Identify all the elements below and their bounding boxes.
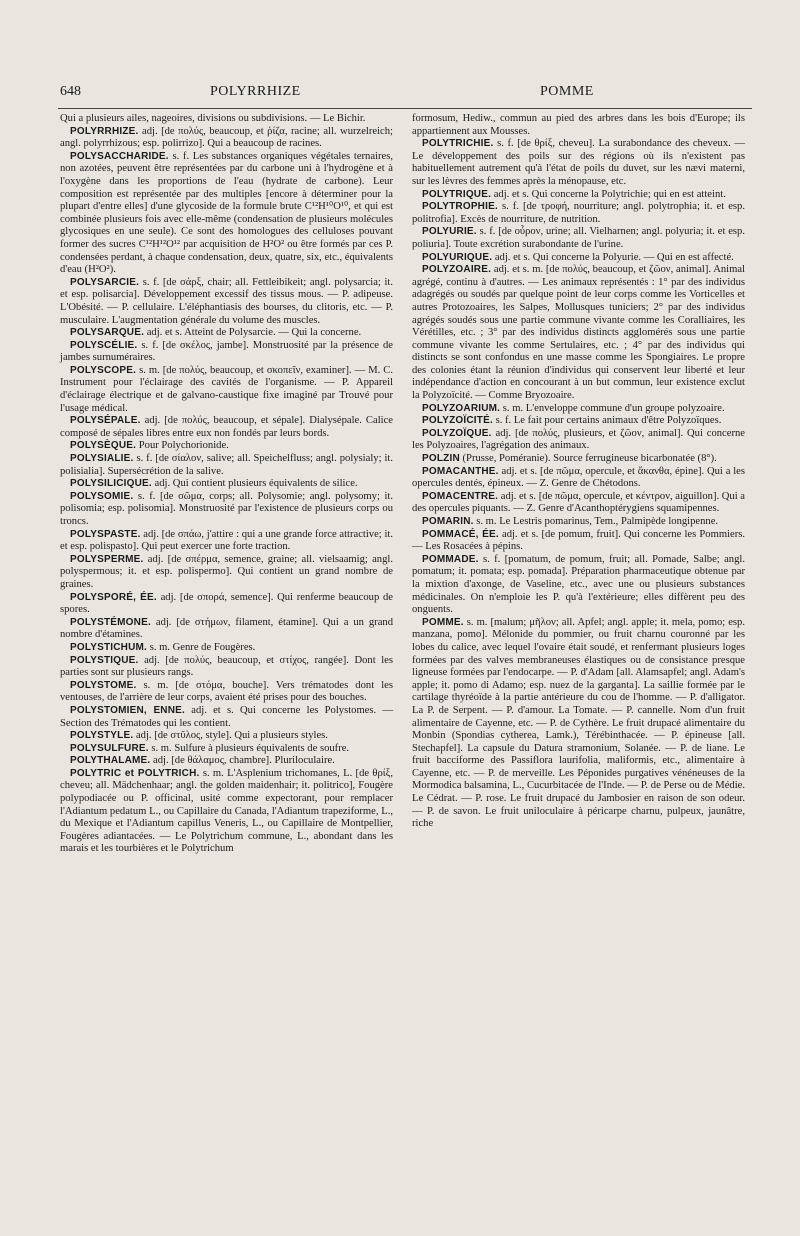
entry-definition: s. f. [pomatum, de pomum, fruit; all. Pomade, Salbe; angl. pomatum; it. pomata; esp. pomada]. Préparation pharmaceutique obtenue par la mixtion d'axonge, de Vaseline, etc., avec une ou plusieurs substances médicinales. On n'emploie les P. qu'à l'extérieure; elles diffèrent peu des onguents.: [412, 553, 745, 616]
entry-headword: POLYSARQUE.: [70, 327, 145, 339]
entry-headword: POLYTRIC et POLYTRICH.: [70, 767, 200, 779]
entry-headword: POLYSOMIE.: [70, 490, 134, 502]
dictionary-entry: [60, 768, 393, 856]
entry-definition: s. f. [de σῶμα, corps; all. Polysomie; angl. polysomy; it. polisomia; esp. polisomia]. Monstruosité par l'existence de plusieurs corps ou troncs.: [60, 490, 393, 527]
entry-headword: POLYTHALAME.: [70, 755, 151, 767]
entry-definition: s. f. [de οὖρον, urine; all. Vielharnen; angl. polyuria; it. et esp. poliuria]. Toute excrétion surabondante de l'urine.: [412, 226, 745, 250]
dictionary-entry: [412, 252, 745, 265]
entry-headword: POMARIN.: [422, 516, 474, 527]
entry-definition: adj. [de πολύς, beaucoup, et sépale]. Dialysépale. Calice composé de sépales libres entre eux non fondés par leurs bords.: [60, 415, 393, 439]
entry-definition: adj. Qui contient plusieurs équivalents de silice.: [151, 478, 358, 490]
entry-definition: adj. [de σπάω, j'attire : qui a une grande force attractive; it. et esp. polispasto]. Qui peut exercer une forte traction.: [60, 528, 393, 553]
dictionary-entry: [60, 340, 393, 365]
entry-definition: s. f. Les substances organiques végétales ternaires, non azotées, peuvent être représentées par du carbone uni à l'hydrogène et à l'oxygène dans les proportions de l'eau (hydrate de carbone). Leur composition est représentée par des multiples [encore à déterminer pour la plupart d'entre elles] d'une glycoside de la formule brute C¹²H¹⁰O¹⁰, et qui est combinée plusieurs fois avec elle-même (condensation de plusieurs molécules glycosiques en une seule). Ce sont des homologues des celluloses pouvant former des sucres C¹²H¹²O¹² par acquisition de H²O² ou être formés par ces P. condensées perdant, à chaque condensation, deux, quatre, six, etc., équivalents d'eau (H²O²).: [60, 150, 393, 276]
dictionary-entry: [412, 403, 745, 416]
dictionary-entry: [60, 478, 393, 491]
entry-definition: s. m. Genre de Fougères.: [147, 641, 256, 653]
dictionary-entry: [412, 264, 745, 403]
entry-headword: POMME.: [422, 616, 464, 628]
entry-definition: adj. [de στῦλος, style]. Qui a plusieurs styles.: [133, 730, 328, 742]
entry-definition: s. f. [de σάρξ, chair; all. Fettleibikeit; angl. polysarcia; it. et esp. polisarcia]. Développement excessif des tissus mous. — P. adipeuse. L'Obésité. — P. cellulaire. L'éléphantiasis des bourses, du clitoris, etc. — P. musculaire. L'augmentation générale du volume des muscles.: [60, 276, 393, 326]
entry-headword: POLYSILICIQUE.: [70, 478, 152, 490]
entry-definition: s. m. L'Asplenium trichomanes, L. [de θρίξ, cheveu; all. Mädchenhaar; angl. the golden maidenhair; it. politrico], Fougère polypodiacée ou P. officinal, usité comme expectorant, pour remplacer l'Adiantum pedatum L., ou Capillaire du Canada, l'Adiantum trapeziforme, L., du Mexique et l'Adiantum capillus Veneris, L., ou Capillaire de Montpellier, Fougères adiantacées. — Le Polytrichum commune, L., abondant dans les marais et les tourbières et le Polytrichum: [60, 767, 393, 855]
running-header: [60, 84, 750, 104]
dictionary-entry: [60, 642, 393, 655]
entry-definition: adj. et s. Qui concerne les Polystomes. — Section des Trématodes qui les contient.: [60, 704, 393, 729]
entry-definition: adj. et s. m. [de πολύς, beaucoup, et ζῶον, animal]. Animal agrégé, continu à d'autres. — Les animaux représentés : 1° par des individus adagrégés ou soudés par quelque point de leur corps comme les Vorticelles et autres Protozoaires, les Salpes, Mollusques tuniciers; 2° par des individus agrégés soudés sous une partie commune vivante comme les Coralliaires, les Vérétilles, etc. ; 3° par des individus distincts agglomérés sous une partie commune vivante les comme Sertulaires, etc. ; 4° par des individus qui distincts se sont confondus en une masse comme les Spongiaires. Le propre des colonies étant la réunion d'individus qui conservent leur liberté et leur indépendance d'action en concourant à un but commun, leur existence exclut la Polyzoïcité. — Comme Bryozoaire.: [412, 264, 745, 402]
entry-headword: POLYSTOME.: [70, 679, 137, 691]
dictionary-entry: [412, 453, 745, 466]
entry-headword: POLYZOAIRE.: [422, 264, 492, 276]
entry-headword: POMMADE.: [422, 553, 479, 565]
entry-definition: adj. et s. Qui concerne la Polytrichie; qui en est atteint.: [491, 188, 726, 200]
dictionary-entry: [412, 189, 745, 202]
dictionary-entry: [60, 440, 393, 453]
entry-headword: POLYSTIQUE.: [70, 654, 139, 666]
dictionary-entry: [412, 554, 745, 617]
entry-headword: POLYSARCIE.: [70, 276, 140, 288]
entry-definition: adj. et s. [de πῶμα, opercule, et κέντρον, aiguillon]. Qui a des opercules piquants. — Z. Genre d'Acanthoptérygiens squamipennes.: [412, 490, 746, 515]
entry-definition: s. f. [de σκέλος, jambe]. Monstruosité par la présence de jambes surnuméraires.: [60, 339, 393, 364]
entry-headword: POLYSPORÉ, ÉE.: [70, 591, 157, 603]
entry-definition: adj. et s. [de πῶμα, opercule, et ἄκανθα, épine]. Qui a les opercules dentés, épineux. — Z. Genre de Chétodons.: [412, 465, 745, 490]
left-guide-word: POLYRRHIZE: [210, 84, 301, 99]
entry-definition: adj. et s. Qui concerne la Polyurie. — Qui en est affecté.: [492, 251, 734, 263]
entry-definition: s. f. [de τροφή, nourriture; angl. polytrophia; it. et esp. politrofia]. Excès de nourriture, de nutrition.: [412, 201, 745, 225]
page-number: 648: [60, 84, 81, 99]
entry-definition: adj. [de θάλαμος, chambre]. Pluriloculaire.: [150, 755, 335, 767]
entry-definition: adj. [de στήμων, filament, étamine]. Qui a un grand nombre d'étamines.: [60, 616, 393, 641]
right-column: [412, 113, 745, 831]
entry-definition: s. f. [de σίαλον, salive; all. Speichelfluss; angl. polysialy; it. polisialia]. Supersécrétion de la salive.: [60, 453, 393, 477]
dictionary-entry: [412, 491, 745, 516]
entry-headword: POLYSACCHARIDE.: [70, 150, 169, 162]
dictionary-entry: [60, 592, 393, 617]
entry-definition: adj. [de σπορά, semence]. Qui renferme beaucoup de spores.: [60, 591, 393, 616]
entry-definition: s. m. Le Lestris pomarinus, Tem., Palmipède longipenne.: [473, 516, 719, 527]
entry-headword: POLYSPASTE.: [70, 528, 141, 540]
dictionary-entry: [60, 113, 393, 126]
entry-definition: adj. [de πολύς, plusieurs, et ζῶον, animal]. Qui concerne les Polyzoaires, l'agrégation des animaux.: [412, 427, 745, 452]
dictionary-entry: [60, 617, 393, 642]
dictionary-entry: [412, 466, 745, 491]
entry-headword: POLYURIE.: [422, 226, 477, 238]
entry-headword: POLYZOÏQUE.: [422, 427, 492, 439]
entry-headword: POLZIN: [422, 453, 460, 465]
entry-definition: adj. [de πολύς, beaucoup, et στίχος, rangée]. Dont les parties sont sur plusieurs rangs.: [60, 654, 393, 679]
dictionary-entry: [60, 277, 393, 327]
dictionary-entry: [412, 428, 745, 453]
entry-definition: adj. et s. Atteint de Polysarcie. — Qui la concerne.: [144, 327, 362, 339]
entry-headword: POLYSTYLE.: [70, 730, 134, 742]
dictionary-entry: [60, 365, 393, 415]
dictionary-entry: [412, 201, 745, 226]
entry-definition: formosum, Hediw., commun au pied des arbres dans les bois d'Europe; ils appartiennent aux Mousses.: [412, 113, 745, 137]
entry-definition: adj. et s. [de pomum, fruit]. Qui concerne les Pommiers. — Les Rosacées à pépins.: [412, 528, 746, 553]
dictionary-entry: [412, 226, 745, 251]
entry-headword: POLYSIALIE.: [70, 453, 134, 465]
entry-headword: POLYSCOPE.: [70, 364, 137, 376]
dictionary-entry: [60, 151, 393, 277]
dictionary-entry: [60, 491, 393, 529]
header-rule: [58, 108, 752, 109]
entry-headword: POMACANTHE.: [422, 465, 499, 477]
entry-headword: POLYSTÉMONE.: [70, 616, 151, 628]
entry-definition: s. m. [de στόμα, bouche]. Vers trématodes dont les ventouses, de l'arrière de leur corps, avaient été prises pour des bouches.: [60, 679, 393, 704]
entry-headword: POLYZOÏCITÉ.: [422, 415, 493, 427]
dictionary-entry: [60, 743, 393, 756]
dictionary-entry: [60, 529, 393, 554]
entry-headword: POLYSULFURE.: [70, 742, 149, 754]
entry-headword: POLYRRHIZE.: [70, 125, 139, 137]
entry-headword: POLYSÈQUE.: [70, 440, 137, 452]
dictionary-entry: [60, 680, 393, 705]
dictionary-entry: [412, 516, 745, 529]
entry-definition: Pour Polychorionide.: [136, 440, 229, 452]
entry-headword: POLYSCÉLIE.: [70, 339, 138, 351]
dictionary-entry: [60, 730, 393, 743]
left-column: [60, 113, 393, 856]
entry-headword: POLYZOARIUM.: [422, 402, 501, 414]
dictionary-entry: [412, 617, 745, 831]
entry-headword: POMMACÉ, ÉE.: [422, 528, 499, 540]
dictionary-entry: [60, 755, 393, 768]
right-guide-word: POMME: [540, 84, 594, 99]
entry-definition: s. m. [malum; μῆλον; all. Apfel; angl. apple; it. mela, pomo; esp. manzana, pomo]. Mélonide du pommier, ou fruit charnu couronné par les lobes du calice, avec lequel l'ovaire était soudé, et renfermant plusieurs loges formées par des valves membraneuses élastiques ou de consistance presque ligneuse formées par l'endocarpe. — P. d'Adam [all. Alamsapfel; angl. Adam's apple; it. pomo di Adamo; esp. nuez de la garganta]. La saillie formée par le cartilage thyréoïde à la partie antérieure du cou de l'homme. — P. d'alligator. La P. de Serpent. — P. d'amour. La Tomate. — P. cannelle. Nom d'un fruit alimentaire de Cayenne, etc. — P. de Cythère. Le fruit drupacé alimentaire du Monbin (Spondias cytherea, Lamk.), Térébinthacée. — P. épineuse [all. Stechapfel]. La capsule du Datura stramonium, Solanée. — P. de liane. Le fruit bacciforme des Passiflora laurifolia, maliformis, etc., alimentaire à Cayenne, etc. — P. de merveille. Les Péponides purgatives vénéneuses de la Mormodica balsamina, L., Cucurbitacée de l'Inde. — P. de Perse ou de Médie. Le Cédrat. — P. rose. Le fruit drupacé du Jambosier en raison de son odeur. — P. de savon. Le fruit uniloculaire à péricarpe charnu, pulpeux, jaunâtre, riche: [412, 616, 745, 830]
dictionary-entry: [412, 113, 745, 138]
entry-definition: adj. [de σπέρμα, semence, graine; all. vielsaamig; angl. polyspermous; it. et esp. polispermo]. Qui contient un grand nombre de graines.: [60, 553, 393, 590]
entry-headword: POLYSTOMIEN, ENNE.: [70, 704, 186, 716]
entry-definition: (Prusse, Poméranie). Source ferrugineuse bicarbonatée (8°).: [459, 453, 717, 465]
entry-definition: s. m. [de πολύς, beaucoup, et σκοπεῖν, examiner]. — M. C. Instrument pour l'éclairage des cavités de l'organisme. — P. Appareil d'éclairage électrique et de galvano-caustique fixe imaginé par Trouvé pour l'usage médical.: [60, 364, 393, 414]
entry-headword: POLYSÉPALE.: [70, 415, 141, 427]
entry-headword: POLYURIQUE.: [422, 251, 493, 263]
dictionary-entry: [60, 554, 393, 592]
dictionary-entry: [60, 415, 393, 440]
entry-definition: s. f. [de θρίξ, cheveu]. La surabondance des cheveux. — Le développement des poils sur des régions où ils n'existent pas habituellement autrement qu'à l'état de poils du duvet, sur les nævi materni, sur les lèvres des femmes après la ménopause, etc.: [412, 138, 745, 187]
entry-headword: POMACENTRE.: [422, 490, 499, 502]
entry-headword: POLYTROPHIE.: [422, 201, 498, 213]
dictionary-entry: [60, 126, 393, 151]
dictionary-entry: [60, 453, 393, 478]
dictionary-entry: [60, 655, 393, 680]
entry-headword: POLYTRIQUE.: [422, 188, 492, 200]
entry-definition: s. f. Le fait pour certains animaux d'être Polyzoïques.: [492, 415, 722, 427]
entry-headword: POLYSPERME.: [70, 553, 144, 565]
entry-definition: s. m. L'enveloppe commune d'un groupe polyzoaire.: [500, 402, 725, 414]
dictionary-entry: [60, 705, 393, 730]
entry-definition: Qui a plusieurs ailes, nageoires, divisions ou subdivisions. — Le Bichir.: [60, 113, 366, 124]
entry-headword: POLYSTICHUM.: [70, 641, 148, 653]
dictionary-entry: [412, 529, 745, 554]
entry-headword: POLYTRICHIE.: [422, 138, 494, 150]
entry-definition: s. m. Sulfure à plusieurs équivalents de soufre.: [148, 742, 350, 754]
entry-definition: adj. [de πολύς, beaucoup, et ῥίζα, racine; all. wurzelreich; angl. polyrrhizous; esp. polirrizo]. Qui a beaucoup de racines.: [60, 125, 393, 150]
dictionary-entry: [412, 138, 745, 188]
dictionary-entry: [412, 415, 745, 428]
dictionary-entry: [60, 327, 393, 340]
